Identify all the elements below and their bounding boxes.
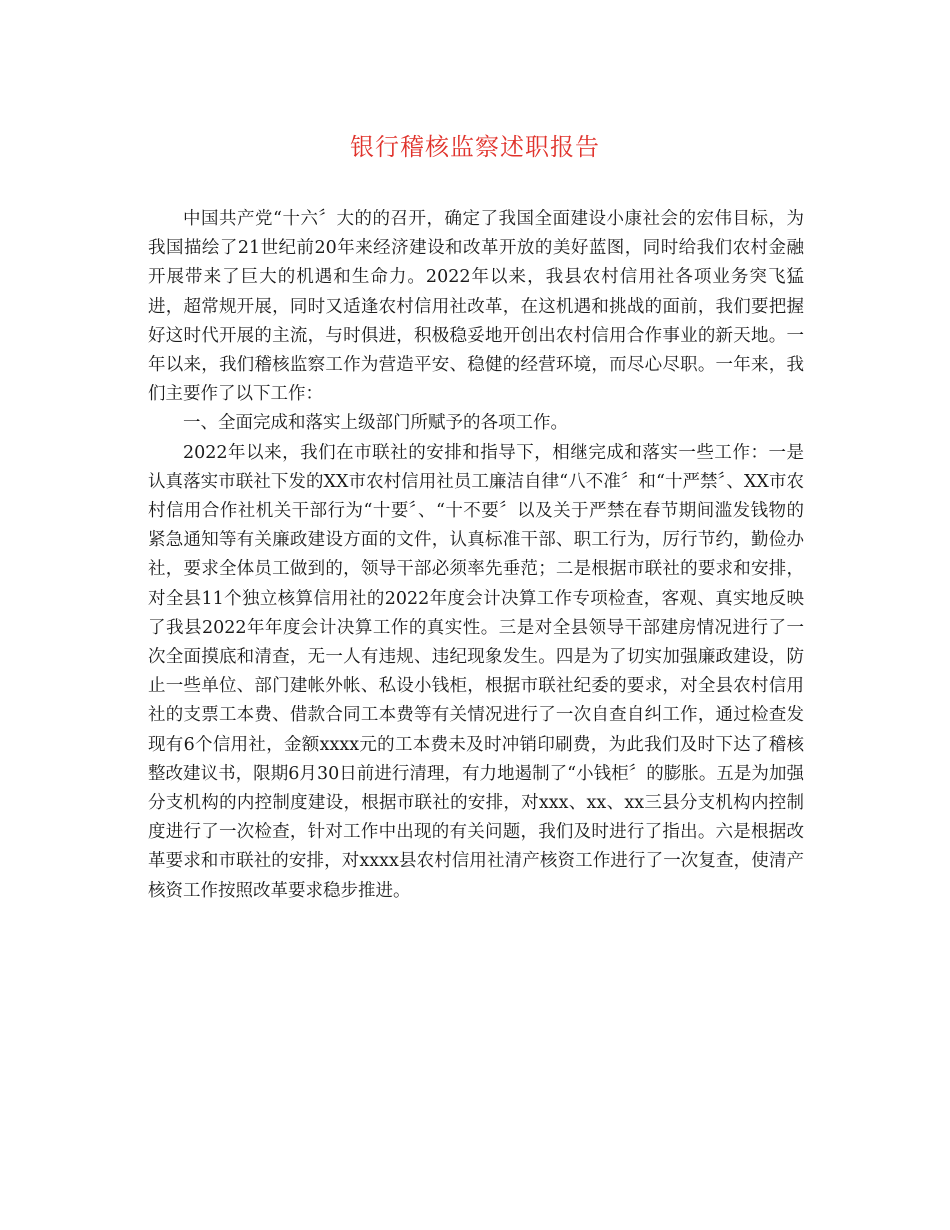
paragraph-work-details: 2022年以来，我们在市联社的安排和指导下，相继完成和落实一些工作：一是认真落实市联社下发的XX市农村信用社员工廉洁自律“八不准〞和“十严禁〞、XX市农村信用合作社机关干部行为“十要〞、“十不要〞以及关于严禁在春节期间滥发钱物的紧急通知等有关廉政建设方面的文件，认真标准干部、职工行为，厉行节约，勤俭办社，要求全体员工做到的，领导干部必须率先垂范；二是根据市联社的要求和安排，对全县11个独立核算信用社的2022年度会计决算工作专项检查，客观、真实地反映了我县2022年年度会计决算工作的真实性。三是对全县领导干部建房情况进行了一次全面摸底和清查，无一人有违规、违纪现象发生。四是为了切实加强廉政建设，防止一些单位、部门建帐外帐、私设小钱柜，根据市联社纪委的要求，对全县农村信用社的支票工本费、借款合同工本费等有关情况进行了一次自查自纠工作，通过检查发现有6个信用社，金额xxxx元的工本费未及时冲销印刷费，为此我们及时下达了稽核整改建议书，限期6月30日前进行清理，有力地遏制了“小钱柜〞的膨胀。五是为加强分支机构的内控制度建设，根据市联社的安排，对xxx、xx、xx三县分支机构内控制度进行了一次检查，针对工作中出现的有关问题，我们及时进行了指出。六是根据改革要求和市联社的安排，对xxxx县农村信用社清产核资工作进行了一次复查，使清产核资工作按照改革要求稳步推进。 [148, 442, 804, 901]
page-title: 银行稽核监察述职报告 [350, 133, 600, 161]
paragraph-section-heading: 一、全面完成和落实上级部门所赋予的各项工作。 [183, 413, 568, 434]
document-body [148, 205, 804, 906]
paragraph-intro: 中国共产党“十六〞大的的召开，确定了我国全面建设小康社会的宏伟目标，为我国描绘了21世纪前20年来经济建设和改革开放的美好蓝图，同时给我们农村金融开展带来了巨大的机遇和生命力。2022年以来，我县农村信用社各项业务突飞猛进，超常规开展，同时又适逢农村信用社改革，在这机遇和挑战的面前，我们要把握好这时代开展的主流，与时俱进，积极稳妥地开创出农村信用合作事业的新天地。一年以来，我们稽核监察工作为营造平安、稳健的经营环境，而尽心尽职。一年来，我们主要作了以下工作： [148, 209, 804, 405]
